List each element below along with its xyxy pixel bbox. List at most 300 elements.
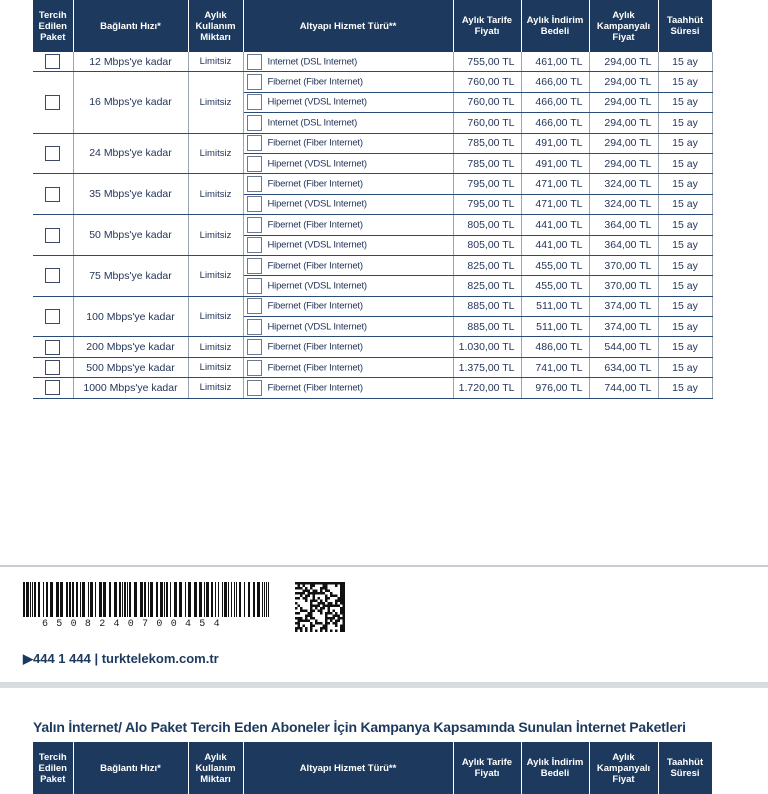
barcode-bar [99, 582, 102, 617]
datamatrix-module [335, 615, 338, 618]
table-row [33, 133, 712, 153]
datamatrix-module [325, 600, 328, 603]
datamatrix-module [295, 582, 298, 585]
barcode-bar [34, 582, 36, 617]
infra-cell [243, 113, 453, 133]
datamatrix-module [315, 582, 318, 585]
datamatrix-module [310, 602, 313, 605]
datamatrix-module [295, 607, 298, 610]
datamatrix-module [308, 595, 311, 598]
infra-label: Fibernet (Fiber Internet) [267, 137, 363, 149]
barcode-bar [43, 582, 44, 617]
datamatrix-module [333, 622, 336, 625]
datamatrix-module [335, 630, 338, 633]
datamatrix-module [298, 617, 301, 620]
datamatrix-module [318, 622, 321, 625]
infra-label: Fibernet (Fiber Internet) [267, 382, 363, 394]
infra-checkbox[interactable] [247, 360, 262, 376]
discount-cell: 491,00 TL [521, 153, 589, 173]
datamatrix-module [295, 617, 298, 620]
infra-checkbox[interactable] [247, 94, 262, 110]
barcode-bar [185, 582, 186, 617]
package-checkbox[interactable] [45, 268, 60, 283]
infra-checkbox[interactable] [247, 176, 262, 192]
datamatrix-module [325, 617, 328, 620]
datamatrix-module [310, 625, 313, 628]
barcode-bar [268, 582, 269, 617]
datamatrix-module [333, 610, 336, 613]
campaign-cell: 370,00 TL [589, 276, 658, 296]
barcode-bar [46, 582, 48, 617]
barcode-bar [236, 582, 237, 617]
next-page-title: Yalın İnternet/ Alo Paket Tercih Eden Aboneler İçin Kampanya Kapsamında Sunulan İnternet Paketleri [33, 719, 686, 735]
package-checkbox[interactable] [45, 187, 60, 202]
discount-cell: 976,00 TL [521, 378, 589, 398]
package-checkbox[interactable] [45, 54, 60, 69]
datamatrix-module [330, 582, 333, 585]
datamatrix-module [315, 605, 318, 608]
datamatrix-module [303, 592, 306, 595]
datamatrix-module [340, 590, 343, 593]
package-select-cell [33, 378, 73, 398]
infra-checkbox[interactable] [247, 115, 262, 131]
speed-cell: 75 Mbps'ye kadar [73, 255, 188, 296]
barcode-bar [156, 582, 158, 617]
barcode-bar [166, 582, 168, 617]
datamatrix-module [343, 595, 346, 598]
datamatrix-module [330, 602, 333, 605]
barcode-bar [30, 582, 31, 617]
datamatrix-module [333, 605, 336, 608]
datamatrix-module [335, 582, 338, 585]
datamatrix-module [313, 597, 316, 600]
datamatrix-module [340, 625, 343, 628]
term-cell: 15 ay [658, 194, 712, 214]
barcode-bar [264, 582, 265, 617]
discount-cell: 471,00 TL [521, 194, 589, 214]
datamatrix-module [313, 605, 316, 608]
term-cell: 15 ay [658, 378, 712, 398]
barcode-bar [109, 582, 111, 617]
datamatrix-module [325, 612, 328, 615]
term-cell: 15 ay [658, 235, 712, 255]
table-body [33, 52, 712, 398]
datamatrix-module [328, 582, 331, 585]
datamatrix-module [310, 622, 313, 625]
infra-cell [243, 337, 453, 357]
datamatrix-module [303, 590, 306, 593]
barcode-bar [224, 582, 227, 617]
datamatrix-module [335, 602, 338, 605]
datamatrix-module [300, 630, 303, 633]
barcode-bar [231, 582, 232, 617]
datamatrix-module [320, 602, 323, 605]
tariff-cell: 825,00 TL [453, 276, 521, 296]
datamatrix-module [325, 587, 328, 590]
datamatrix-module [328, 602, 331, 605]
datamatrix-module [343, 602, 346, 605]
barcode-bar [144, 582, 146, 617]
campaign-cell: 324,00 TL [589, 174, 658, 194]
discount-cell: 511,00 TL [521, 317, 589, 337]
term-cell: 15 ay [658, 72, 712, 92]
header-tariff: Aylık Tarife Fiyatı [453, 0, 521, 52]
datamatrix-module [335, 600, 338, 603]
datamatrix-module [333, 582, 336, 585]
barcode-bar [206, 582, 209, 617]
datamatrix-module [295, 597, 298, 600]
datamatrix-module [300, 610, 303, 613]
table-header-row [33, 0, 712, 52]
quota-cell: Limitsiz [188, 296, 243, 337]
barcode-bar [50, 582, 53, 617]
datamatrix-module [340, 600, 343, 603]
barcode-bar [90, 582, 93, 617]
infra-checkbox[interactable] [247, 339, 262, 355]
datamatrix-module [340, 610, 343, 613]
campaign-cell: 294,00 TL [589, 92, 658, 112]
discount-cell: 486,00 TL [521, 337, 589, 357]
barcode-bar [23, 582, 25, 617]
barcode-bar [257, 582, 260, 617]
datamatrix-module [305, 590, 308, 593]
barcode-bar [38, 582, 40, 617]
barcode-bar [140, 582, 143, 617]
infra-cell [243, 296, 453, 316]
speed-cell: 500 Mbps'ye kadar [73, 357, 188, 377]
datamatrix-module [340, 585, 343, 588]
datamatrix-module [308, 615, 311, 618]
infra-cell [243, 317, 453, 337]
datamatrix-module [340, 592, 343, 595]
datamatrix-module [335, 612, 338, 615]
header-tariff: Aylık Tarife Fiyatı [453, 742, 521, 794]
package-checkbox[interactable] [45, 228, 60, 243]
table-row [33, 296, 712, 316]
datamatrix-module [313, 582, 316, 585]
infra-checkbox[interactable] [247, 380, 262, 396]
barcode-bar [69, 582, 71, 617]
datamatrix-module [308, 592, 311, 595]
datamatrix-module [340, 630, 343, 633]
datamatrix-module [310, 600, 313, 603]
barcode-bar [188, 582, 191, 617]
infra-checkbox[interactable] [247, 54, 262, 70]
infra-label: Fibernet (Fiber Internet) [267, 300, 363, 312]
barcode-bar [266, 582, 267, 617]
datamatrix-module [315, 622, 318, 625]
quota-cell: Limitsiz [188, 255, 243, 296]
datamatrix-module [308, 590, 311, 593]
barcode-bar [72, 582, 74, 617]
datamatrix-module [313, 595, 316, 598]
term-cell: 15 ay [658, 337, 712, 357]
datamatrix-module [300, 582, 303, 585]
datamatrix-module [298, 597, 301, 600]
datamatrix-module [305, 620, 308, 623]
datamatrix-module [325, 615, 328, 618]
table-row [33, 215, 712, 235]
datamatrix-module [340, 612, 343, 615]
datamatrix-module [323, 585, 326, 588]
datamatrix-module [343, 582, 346, 585]
datamatrix-module [335, 620, 338, 623]
header-speed: Bağlantı Hızı* [73, 0, 188, 52]
datamatrix-module [318, 597, 321, 600]
infra-label: Hipernet (VDSL Internet) [267, 321, 367, 333]
datamatrix-module [315, 590, 318, 593]
datamatrix-module [300, 587, 303, 590]
datamatrix-module [325, 620, 328, 623]
datamatrix-module [330, 595, 333, 598]
campaign-cell: 294,00 TL [589, 113, 658, 133]
infra-label: Fibernet (Fiber Internet) [267, 178, 363, 190]
header-preferred: Tercih Edilen Paket [33, 742, 73, 794]
datamatrix-module [333, 595, 336, 598]
datamatrix-module [343, 610, 346, 613]
infra-checkbox[interactable] [247, 258, 262, 274]
infra-label: Fibernet (Fiber Internet) [267, 260, 363, 272]
datamatrix-module [295, 612, 298, 615]
datamatrix-module [343, 620, 346, 623]
datamatrix-module [338, 605, 341, 608]
infra-checkbox[interactable] [247, 74, 262, 90]
datamatrix-module [343, 627, 346, 630]
datamatrix-module [298, 622, 301, 625]
datamatrix-module [308, 620, 311, 623]
quota-cell: Limitsiz [188, 133, 243, 174]
barcode-bar [248, 582, 250, 617]
datamatrix-module [330, 630, 333, 633]
infra-checkbox[interactable] [247, 156, 262, 172]
barcode-bar [211, 582, 213, 617]
barcode-bar [82, 582, 85, 617]
barcode-image [23, 582, 271, 617]
datamatrix-module [338, 582, 341, 585]
datamatrix-module [295, 630, 298, 633]
datamatrix-module [343, 625, 346, 628]
datamatrix-module [310, 607, 313, 610]
infra-label: Hipernet (VDSL Internet) [267, 96, 367, 108]
package-checkbox[interactable] [45, 360, 60, 375]
term-cell: 15 ay [658, 92, 712, 112]
infra-label: Hipernet (VDSL Internet) [267, 198, 367, 210]
datamatrix-module [320, 592, 323, 595]
tariff-cell: 755,00 TL [453, 52, 521, 72]
datamatrix-module [335, 605, 338, 608]
term-cell: 15 ay [658, 153, 712, 173]
datamatrix-module [315, 592, 318, 595]
discount-cell: 471,00 TL [521, 174, 589, 194]
header-campaign: Aylık Kampanyalı Fiyat [589, 742, 658, 794]
infra-label: Internet (DSL Internet) [267, 56, 358, 68]
term-cell: 15 ay [658, 52, 712, 72]
datamatrix-module [320, 612, 323, 615]
barcode-bar [244, 582, 245, 617]
datamatrix-module [310, 592, 313, 595]
tariff-cell: 1.030,00 TL [453, 337, 521, 357]
datamatrix-module [310, 617, 313, 620]
datamatrix-module [343, 585, 346, 588]
infra-checkbox[interactable] [247, 237, 262, 253]
table-row [33, 357, 712, 377]
datamatrix-module [320, 610, 323, 613]
datamatrix-module [315, 630, 318, 633]
datamatrix-module [298, 582, 301, 585]
datamatrix-module [325, 585, 328, 588]
package-checkbox[interactable] [45, 380, 60, 395]
datamatrix-module [303, 620, 306, 623]
campaign-cell: 370,00 TL [589, 255, 658, 275]
datamatrix-module [308, 582, 311, 585]
datamatrix-module [343, 590, 346, 593]
header-infra: Altyapı Hizmet Türü** [243, 742, 453, 794]
datamatrix-module [343, 617, 346, 620]
datamatrix-module [315, 600, 318, 603]
speed-cell: 100 Mbps'ye kadar [73, 296, 188, 337]
table-row [33, 378, 712, 398]
datamatrix-module [298, 612, 301, 615]
datamatrix-module [298, 620, 301, 623]
infra-checkbox[interactable] [247, 298, 262, 314]
datamatrix-module [330, 592, 333, 595]
infra-checkbox[interactable] [247, 278, 262, 294]
datamatrix-module [310, 630, 313, 633]
datamatrix-module [303, 582, 306, 585]
table-row [33, 337, 712, 357]
campaign-cell: 324,00 TL [589, 194, 658, 214]
datamatrix-module [328, 597, 331, 600]
barcode-bar [262, 582, 263, 617]
datamatrix-module [313, 585, 316, 588]
datamatrix-module [303, 610, 306, 613]
term-cell: 15 ay [658, 174, 712, 194]
infra-cell [243, 255, 453, 275]
term-cell: 15 ay [658, 357, 712, 377]
term-cell: 15 ay [658, 317, 712, 337]
datamatrix-module [325, 597, 328, 600]
datamatrix-module [313, 590, 316, 593]
datamatrix-module [310, 615, 313, 618]
package-select-cell [33, 72, 73, 133]
page-footer [0, 567, 768, 682]
datamatrix-module [335, 625, 338, 628]
barcode-bar [76, 582, 78, 617]
datamatrix-module [310, 605, 313, 608]
datamatrix-module [300, 595, 303, 598]
discount-cell: 455,00 TL [521, 255, 589, 275]
barcode-bar [103, 582, 106, 617]
header-infra: Altyapı Hizmet Türü** [243, 0, 453, 52]
speed-cell: 50 Mbps'ye kadar [73, 215, 188, 256]
table-row [33, 72, 712, 92]
datamatrix-module [323, 627, 326, 630]
datamatrix-module [303, 585, 306, 588]
datamatrix-module [330, 612, 333, 615]
campaign-cell: 544,00 TL [589, 337, 658, 357]
infra-checkbox[interactable] [247, 217, 262, 233]
package-select-cell [33, 52, 73, 72]
package-checkbox[interactable] [45, 146, 60, 161]
datamatrix-module [325, 630, 328, 633]
datamatrix-module [320, 607, 323, 610]
datamatrix-module [298, 592, 301, 595]
datamatrix-module [340, 597, 343, 600]
package-checkbox[interactable] [45, 340, 60, 355]
table-row [33, 52, 712, 72]
infra-label: Fibernet (Fiber Internet) [267, 219, 363, 231]
datamatrix-module [305, 600, 308, 603]
barcode-bar [66, 582, 68, 617]
barcode-bar [148, 582, 149, 617]
datamatrix-module [295, 587, 298, 590]
datamatrix-module [343, 600, 346, 603]
discount-cell: 441,00 TL [521, 235, 589, 255]
datamatrix-module [313, 600, 316, 603]
speed-cell: 12 Mbps'ye kadar [73, 52, 188, 72]
tariff-cell: 885,00 TL [453, 296, 521, 316]
infra-checkbox[interactable] [247, 319, 262, 335]
infra-checkbox[interactable] [247, 135, 262, 151]
infra-label: Fibernet (Fiber Internet) [267, 76, 363, 88]
infra-cell [243, 133, 453, 153]
package-select-cell [33, 174, 73, 215]
infra-checkbox[interactable] [247, 196, 262, 212]
datamatrix-module [310, 587, 313, 590]
datamatrix-module [323, 582, 326, 585]
datamatrix-module [343, 592, 346, 595]
datamatrix-module [323, 605, 326, 608]
datamatrix-module [338, 620, 341, 623]
package-select-cell [33, 215, 73, 256]
datamatrix-module [335, 622, 338, 625]
datamatrix-module [325, 622, 328, 625]
barcode-bar [26, 582, 29, 617]
package-select-cell [33, 255, 73, 296]
campaign-cell: 294,00 TL [589, 133, 658, 153]
barcode-bar [170, 582, 171, 617]
datamatrix-module [310, 627, 313, 630]
speed-cell: 24 Mbps'ye kadar [73, 133, 188, 174]
contact-line: ▶444 1 444 | turktelekom.com.tr [23, 651, 219, 666]
datamatrix-module [328, 612, 331, 615]
datamatrix-module [298, 585, 301, 588]
header-discount: Aylık İndirim Bedeli [521, 0, 589, 52]
datamatrix-module [340, 627, 343, 630]
datamatrix-module [318, 602, 321, 605]
speed-cell: 16 Mbps'ye kadar [73, 72, 188, 133]
datamatrix-module [340, 607, 343, 610]
tariff-cell: 795,00 TL [453, 174, 521, 194]
package-checkbox[interactable] [45, 95, 60, 110]
datamatrix-module [298, 605, 301, 608]
infra-cell [243, 276, 453, 296]
barcode-bar [253, 582, 255, 617]
discount-cell: 461,00 TL [521, 52, 589, 72]
datamatrix-module [310, 582, 313, 585]
infra-cell [243, 235, 453, 255]
infra-label: Hipernet (VDSL Internet) [267, 280, 367, 292]
datamatrix-module [323, 625, 326, 628]
datamatrix-module [320, 600, 323, 603]
tariff-cell: 825,00 TL [453, 255, 521, 275]
barcode-bar [179, 582, 182, 617]
infra-cell [243, 52, 453, 72]
datamatrix-module [300, 607, 303, 610]
package-checkbox[interactable] [45, 309, 60, 324]
datamatrix-module [323, 607, 326, 610]
term-cell: 15 ay [658, 133, 712, 153]
